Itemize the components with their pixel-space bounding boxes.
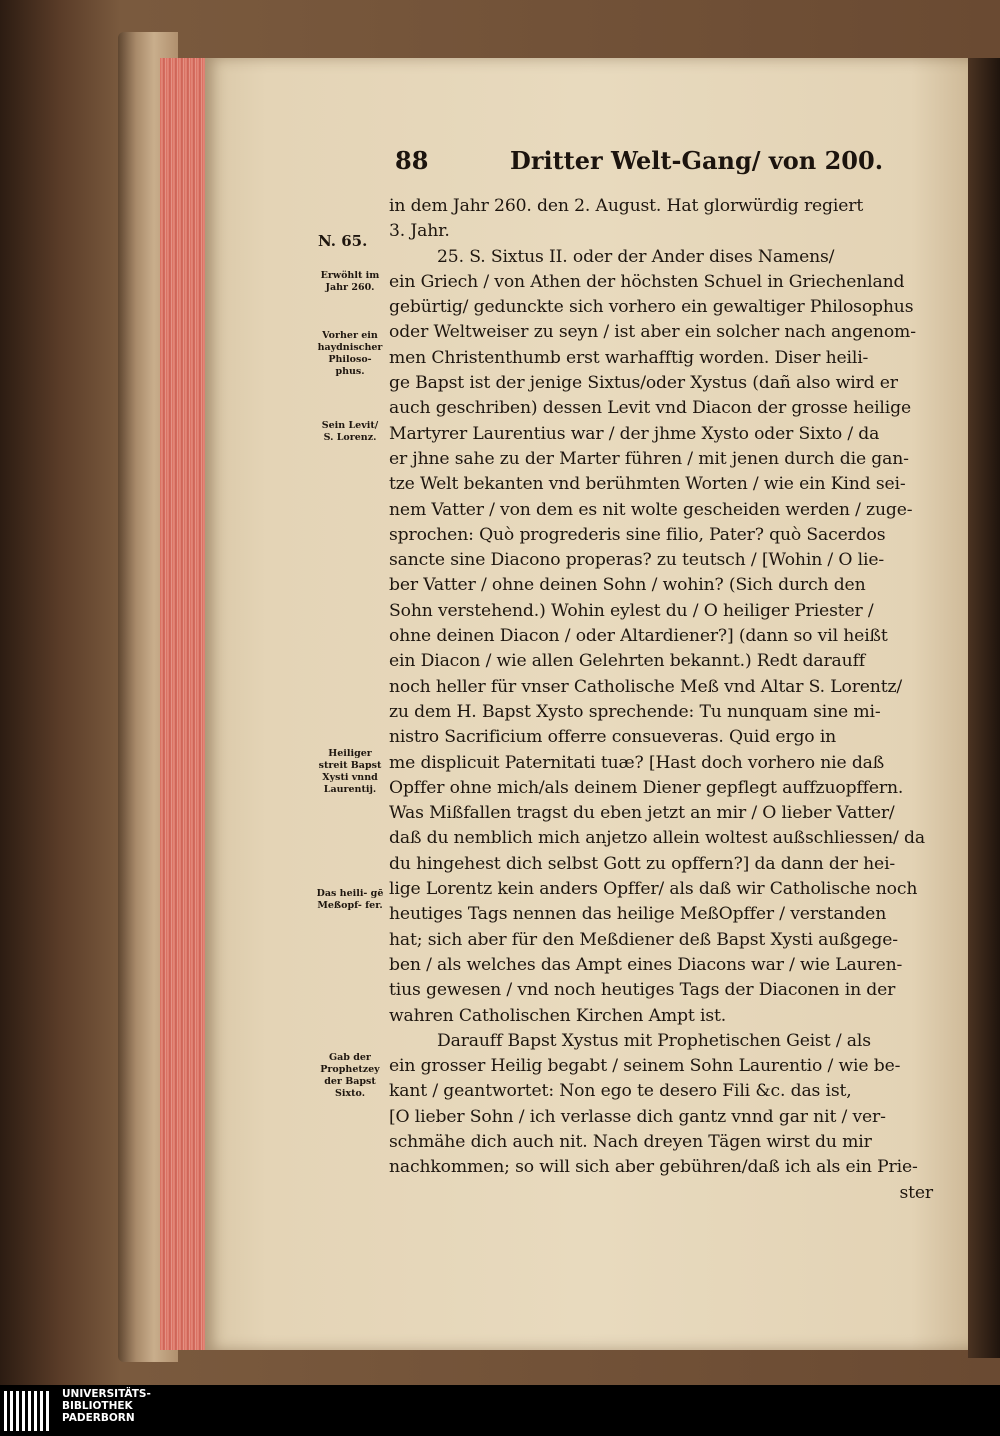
- library-logo-icon: [4, 1391, 52, 1431]
- text-line: tius gewesen / vnd noch heutiges Tags der Diaconen in der: [389, 980, 896, 1001]
- text-line: sancte sine Diacono properas? zu teutsch / [Wohin / O lie-: [389, 550, 885, 571]
- margin-note-elected: Erwöhlt im Jahr 260.: [320, 270, 380, 293]
- library-name-line: PADERBORN: [62, 1412, 135, 1424]
- text-line: Sohn verstehend.) Wohin eylest du / O heiliger Priester /: [389, 600, 874, 621]
- margin-note-prophecy: Gab der Prophetzey der Bapst Sixto.: [320, 1052, 380, 1099]
- text-line: nachkommen; so will sich aber gebühren/daß ich als ein Prie-: [389, 1157, 918, 1178]
- text-line: heutiges Tags nennen das heilige MeßOpffer / verstanden: [389, 904, 887, 925]
- text-line: me displicuit Paternitati tuæ? [Hast doch vorhero nie daß: [389, 752, 885, 773]
- text-line: ber Vatter / ohne deinen Sohn / wohin? (Sich durch den: [389, 575, 866, 596]
- text-line: oder Weltweiser zu seyn / ist aber ein solcher nach angenom-: [389, 322, 916, 343]
- margin-note-philosopher: Vorher ein haydnischer Philoso- phus.: [317, 330, 383, 377]
- text-line: Darauff Bapst Xystus mit Prophetischen Geist / als: [437, 1030, 871, 1051]
- text-line: sprochen: Quò progrederis sine filio, Pater? quò Sacerdos: [389, 524, 886, 545]
- text-line: Martyrer Laurentius war / der jhme Xysto oder Sixto / da: [389, 423, 880, 444]
- margin-note-mass-offering: Das heili- gē Meßopf- fer.: [316, 888, 384, 911]
- text-line: wahren Catholischen Kirchen Ampt ist.: [389, 1005, 727, 1026]
- text-line: noch heller für vnser Catholische Meß vnd Altar S. Lorentz/: [389, 676, 903, 697]
- text-line: kant / geantwortet: Non ego te desero Fili &c. das ist,: [389, 1081, 852, 1102]
- margin-note-levite: Sein Levit/ S. Lorenz.: [321, 420, 379, 443]
- red-page-edges: [160, 58, 210, 1350]
- text-line: [O lieber Sohn / ich verlasse dich gantz vnnd gar nit / ver-: [389, 1106, 886, 1127]
- page-number: 88: [395, 146, 429, 175]
- page-header: [395, 146, 935, 186]
- library-name-line: UNIVERSITÄTS-: [62, 1388, 151, 1400]
- text-line: daß du nemblich mich anjetzo allein woltest außschliessen/ da: [389, 828, 925, 849]
- text-line: Opffer ohne mich/als deinem Diener gepflegt auffzuopffern.: [389, 777, 904, 798]
- text-line: men Christenthumb erst warhafftig worden. Diser heili-: [389, 347, 869, 368]
- text-line: er jhne sahe zu der Marter führen / mit jenen durch die gan-: [389, 448, 909, 469]
- running-head: Dritter Welt-Gang/ von 200.: [510, 146, 884, 175]
- text-line: zu dem H. Bapst Xysto sprechende: Tu nunquam sine mi-: [389, 701, 881, 722]
- text-line: nem Vatter / von dem es nit wolte gescheiden werden / zuge-: [389, 499, 913, 520]
- text-line: 3. Jahr.: [389, 221, 450, 242]
- margin-note-holy-dispute: Heiliger streit Bapst Xysti vnnd Laurentij.: [318, 748, 382, 795]
- text-line: du hingehest dich selbst Gott zu opffern?] da dann der hei-: [389, 853, 896, 874]
- text-line: ge Bapst ist der jenige Sixtus/oder Xystus (dañ also wird er: [389, 373, 898, 394]
- text-line: auch geschriben) dessen Levit vnd Diacon der grosse heilige: [389, 398, 911, 419]
- text-line: schmähe dich auch nit. Nach dreyen Tägen wirst du mir: [389, 1131, 872, 1152]
- library-name: [62, 1388, 151, 1424]
- text-line: hat; sich aber für den Meßdiener deß Bapst Xysti außgege-: [389, 929, 898, 950]
- facing-page-shadow: [968, 58, 1000, 1358]
- text-line: Was Mißfallen tragst du eben jetzt an mir / O lieber Vatter/: [389, 803, 895, 824]
- body-text: [389, 194, 937, 1206]
- text-line: tze Welt bekanten vnd berühmten Worten / wie ein Kind sei-: [389, 474, 906, 495]
- text-line: ein Diacon / wie allen Gelehrten bekannt.) Redt darauff: [389, 651, 865, 672]
- text-line: 25. S. Sixtus II. oder der Ander dises Namens/: [437, 246, 835, 267]
- text-line: lige Lorentz kein anders Opffer/ als daß wir Catholische noch: [389, 879, 918, 900]
- text-line: ein Griech / von Athen der höchsten Schuel in Griechenland: [389, 271, 905, 292]
- text-line: ben / als welches das Ampt eines Diacons war / wie Lauren-: [389, 954, 903, 975]
- text-line: gebürtig/ gedunckte sich vorhero ein gewaltiger Philosophus: [389, 297, 914, 318]
- text-line: nistro Sacrificium offerre consueveras. Quid ergo in: [389, 727, 837, 748]
- text-line: in dem Jahr 260. den 2. August. Hat glorwürdig regiert: [389, 196, 864, 216]
- library-name-line: BIBLIOTHEK: [62, 1400, 133, 1412]
- text-line: ster: [899, 1182, 933, 1203]
- margin-number-label: N. 65.: [318, 232, 368, 250]
- text-line: ein grosser Heilig begabt / seinem Sohn Laurentio / wie be-: [389, 1056, 901, 1077]
- text-line: ohne deinen Diacon / oder Altardiener?] (dann so vil heißt: [389, 626, 888, 647]
